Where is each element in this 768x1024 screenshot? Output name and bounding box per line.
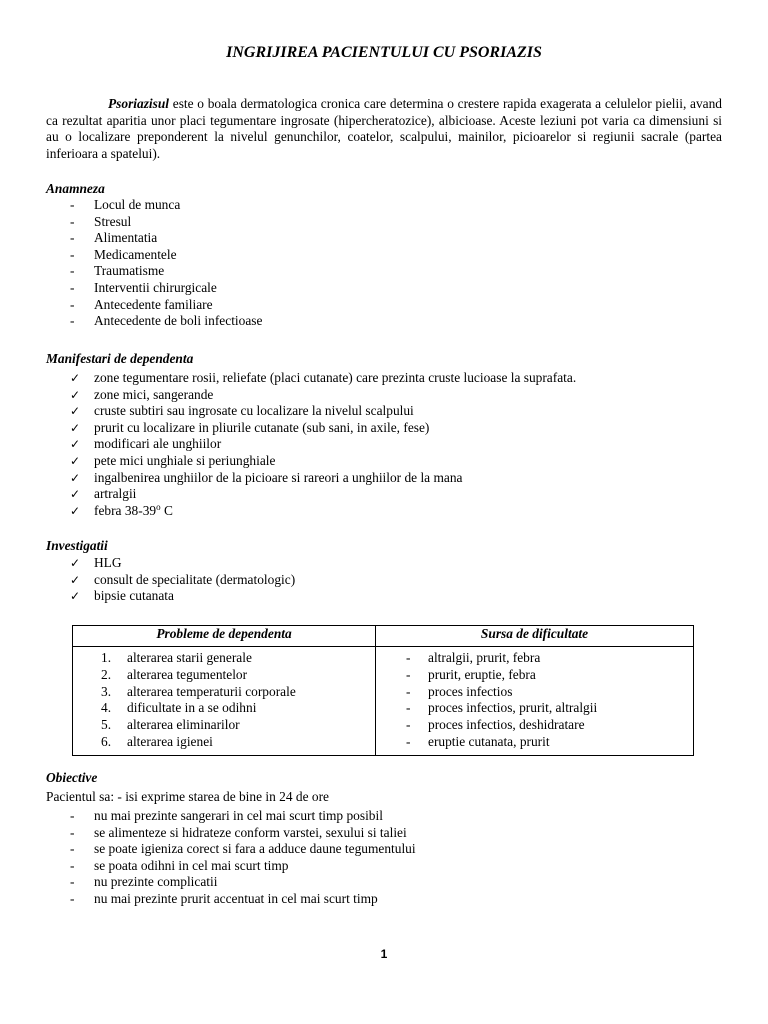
list-item bbox=[70, 263, 262, 280]
problem-text: alterarea starii generale bbox=[127, 650, 252, 665]
list-item bbox=[70, 571, 296, 589]
list-item bbox=[70, 857, 416, 875]
list-item bbox=[70, 588, 295, 605]
list-item bbox=[70, 230, 262, 247]
bullet-mark: - bbox=[70, 197, 75, 212]
document-title: INGRIJIREA PACIENTULUI CU PSORIAZIS bbox=[226, 44, 542, 61]
list-item-text: modificari ale unghiilor bbox=[94, 436, 222, 452]
list-item-text: HLG bbox=[94, 555, 122, 570]
list-item bbox=[70, 501, 576, 520]
page-number: 1 bbox=[380, 947, 388, 961]
bullet-mark: ✓ bbox=[70, 371, 81, 385]
list-item bbox=[70, 808, 416, 825]
obiective-heading: Obiective bbox=[46, 770, 98, 785]
bullet-mark: - bbox=[406, 650, 411, 665]
obiective-list bbox=[70, 808, 416, 908]
list-item bbox=[70, 419, 576, 437]
list-item bbox=[70, 874, 416, 891]
list-item-text: bipsie cutanata bbox=[94, 588, 174, 604]
intro-lead-term: Psoriazisul bbox=[108, 96, 170, 111]
list-item-text: se poate igieniza corect si fara a adduce daune tegumentului bbox=[94, 841, 416, 857]
obiective-intro: Pacientul sa: - isi exprime starea de bine in 24 de ore bbox=[46, 789, 329, 804]
bullet-mark: - bbox=[406, 733, 411, 749]
list-item-text: nu mai prezinte prurit accentuat in cel mai scurt timp bbox=[94, 890, 378, 906]
bullet-mark: - bbox=[406, 683, 411, 699]
dependency-table bbox=[72, 625, 694, 756]
bullet-mark: ✓ bbox=[70, 470, 81, 485]
table-header-problems: Probleme de dependenta bbox=[73, 626, 376, 647]
fever-unit: C bbox=[160, 502, 173, 518]
list-item bbox=[70, 279, 262, 297]
source-row bbox=[376, 650, 693, 667]
list-item-text: Medicamentele bbox=[94, 246, 177, 262]
manifestari-list bbox=[70, 370, 577, 519]
problem-text: alterarea eliminarilor bbox=[127, 717, 240, 733]
anamneza-list bbox=[70, 197, 263, 330]
problem-number: 6. bbox=[101, 733, 112, 749]
bullet-mark: - bbox=[70, 279, 75, 295]
source-row bbox=[376, 700, 693, 717]
investigatii-heading: Investigatii bbox=[46, 538, 108, 553]
bullet-mark: ✓ bbox=[70, 387, 81, 402]
problem-text: alterarea igienei bbox=[127, 733, 213, 749]
source-row bbox=[376, 684, 693, 701]
bullet-mark: - bbox=[70, 296, 75, 312]
list-item bbox=[70, 841, 416, 858]
list-item-text: cruste subtiri sau ingrosate cu localizare la nivelul scalpului bbox=[94, 403, 414, 419]
bullet-mark: ✓ bbox=[70, 404, 81, 419]
bullet-mark: - bbox=[70, 841, 75, 857]
source-text: eruptie cutanata, prurit bbox=[428, 733, 550, 749]
investigatii-list bbox=[70, 555, 296, 605]
bullet-mark: - bbox=[70, 890, 75, 906]
source-text: proces infectios, deshidratare bbox=[428, 717, 585, 733]
bullet-mark: - bbox=[70, 857, 75, 873]
list-item bbox=[70, 555, 295, 572]
bullet-mark: ✓ bbox=[70, 487, 81, 502]
list-item bbox=[70, 486, 576, 503]
problem-row bbox=[73, 667, 375, 684]
problem-text: alterarea tegumentelor bbox=[127, 666, 248, 682]
list-item bbox=[70, 890, 416, 908]
bullet-mark: - bbox=[70, 213, 75, 229]
list-item-text: Antecedente familiare bbox=[94, 296, 213, 312]
bullet-mark: - bbox=[70, 313, 75, 329]
source-text: altralgii, prurit, febra bbox=[428, 650, 541, 665]
bullet-mark: - bbox=[406, 666, 411, 682]
list-item-text: Stresul bbox=[94, 213, 132, 229]
list-item bbox=[70, 296, 262, 314]
problem-text: alterarea temperaturii corporale bbox=[127, 683, 296, 699]
list-item-text: artralgii bbox=[94, 486, 137, 502]
bullet-mark: - bbox=[406, 700, 411, 716]
list-item bbox=[70, 386, 576, 404]
problem-row bbox=[73, 717, 375, 734]
list-item-text: pete mici unghiale si periunghiale bbox=[94, 452, 276, 468]
list-item-text: consult de specialitate (dermatologic) bbox=[94, 571, 296, 587]
bullet-mark: - bbox=[70, 874, 75, 890]
problem-number: 2. bbox=[101, 666, 112, 682]
list-item-text: se poata odihni in cel mai scurt timp bbox=[94, 857, 289, 873]
problem-row bbox=[73, 700, 375, 717]
list-item bbox=[70, 313, 263, 330]
list-item bbox=[70, 436, 576, 453]
problem-text: dificultate in a se odihni bbox=[127, 700, 257, 716]
bullet-mark: - bbox=[70, 824, 75, 840]
list-item bbox=[70, 197, 262, 214]
bullet-mark: ✓ bbox=[70, 453, 81, 468]
problem-row bbox=[73, 650, 375, 667]
source-text: proces infectios bbox=[428, 683, 513, 699]
fever-text: febra 38-39 bbox=[94, 502, 157, 518]
list-item-text: Interventii chirurgicale bbox=[94, 279, 217, 295]
list-item bbox=[70, 452, 576, 470]
problem-number: 5. bbox=[101, 717, 112, 733]
bullet-mark: - bbox=[70, 263, 75, 279]
bullet-mark: ✓ bbox=[70, 572, 81, 587]
problem-row bbox=[73, 684, 375, 701]
list-item-text: Locul de munca bbox=[94, 197, 181, 212]
intro-text: este o boala dermatologica cronica care determina o crestere rapida exagerata a celulelor pielii, avand ca rezultat aparitia unor placi tegumentare ingrosate (hipercheratozice), albicioase. Aceste leziuni pot varia ca dimensiuni si au o localizare preponderent la nivelul genunchilor, coatelor, scalpului, mainilor, picioarelor si regiunii sacrale (partea inferioara a spatelui). bbox=[46, 96, 722, 161]
problem-row bbox=[73, 734, 375, 751]
list-item-text: nu prezinte complicatii bbox=[94, 874, 218, 890]
source-text: prurit, eruptie, febra bbox=[428, 666, 536, 682]
list-item-text: se alimenteze si hidrateze conform varstei, sexului si taliei bbox=[94, 824, 407, 840]
bullet-mark: - bbox=[70, 246, 75, 262]
source-row bbox=[376, 734, 693, 751]
list-item-text: ingalbenirea unghiilor de la picioare si rareori a unghiilor de la mana bbox=[94, 469, 463, 485]
anamneza-heading: Anamneza bbox=[46, 181, 105, 196]
list-item bbox=[70, 403, 576, 420]
bullet-mark: - bbox=[70, 808, 75, 823]
list-item-text: Traumatisme bbox=[94, 263, 165, 279]
bullet-mark: ✓ bbox=[70, 420, 81, 435]
source-row bbox=[376, 717, 693, 734]
problem-number: 3. bbox=[101, 683, 112, 699]
list-item-text: zone tegumentare rosii, reliefate (placi cutanate) care prezinta cruste lucioase la suprafata. bbox=[94, 370, 577, 385]
source-text: proces infectios, prurit, altralgii bbox=[428, 700, 598, 716]
bullet-mark: ✓ bbox=[70, 503, 81, 518]
list-item-text: Alimentatia bbox=[94, 230, 158, 246]
bullet-mark: ✓ bbox=[70, 556, 81, 570]
problems-cell bbox=[73, 647, 376, 756]
list-item-text: zone mici, sangerande bbox=[94, 386, 214, 402]
problem-number: 4. bbox=[101, 700, 112, 716]
list-item bbox=[70, 824, 416, 842]
bullet-mark: ✓ bbox=[70, 589, 81, 604]
list-item bbox=[70, 246, 262, 264]
table-header-sources: Sursa de dificultate bbox=[376, 626, 694, 647]
manifestari-heading: Manifestari de dependenta bbox=[46, 351, 194, 366]
list-item-text: prurit cu localizare in pliurile cutanate (sub sani, in axile, fese) bbox=[94, 419, 430, 435]
sources-cell bbox=[376, 647, 694, 756]
bullet-mark: - bbox=[70, 230, 75, 246]
list-item bbox=[70, 370, 577, 387]
problem-number: 1. bbox=[101, 650, 112, 665]
bullet-mark: ✓ bbox=[70, 437, 81, 452]
list-item-text: Antecedente de boli infectioase bbox=[94, 313, 263, 329]
source-row bbox=[376, 667, 693, 684]
bullet-mark: - bbox=[406, 717, 411, 733]
fever-degree: o bbox=[156, 501, 161, 512]
list-item bbox=[70, 469, 576, 487]
intro-paragraph bbox=[46, 96, 722, 162]
list-item bbox=[70, 213, 262, 231]
list-item-text: nu mai prezinte sangerari in cel mai scurt timp posibil bbox=[94, 808, 383, 823]
